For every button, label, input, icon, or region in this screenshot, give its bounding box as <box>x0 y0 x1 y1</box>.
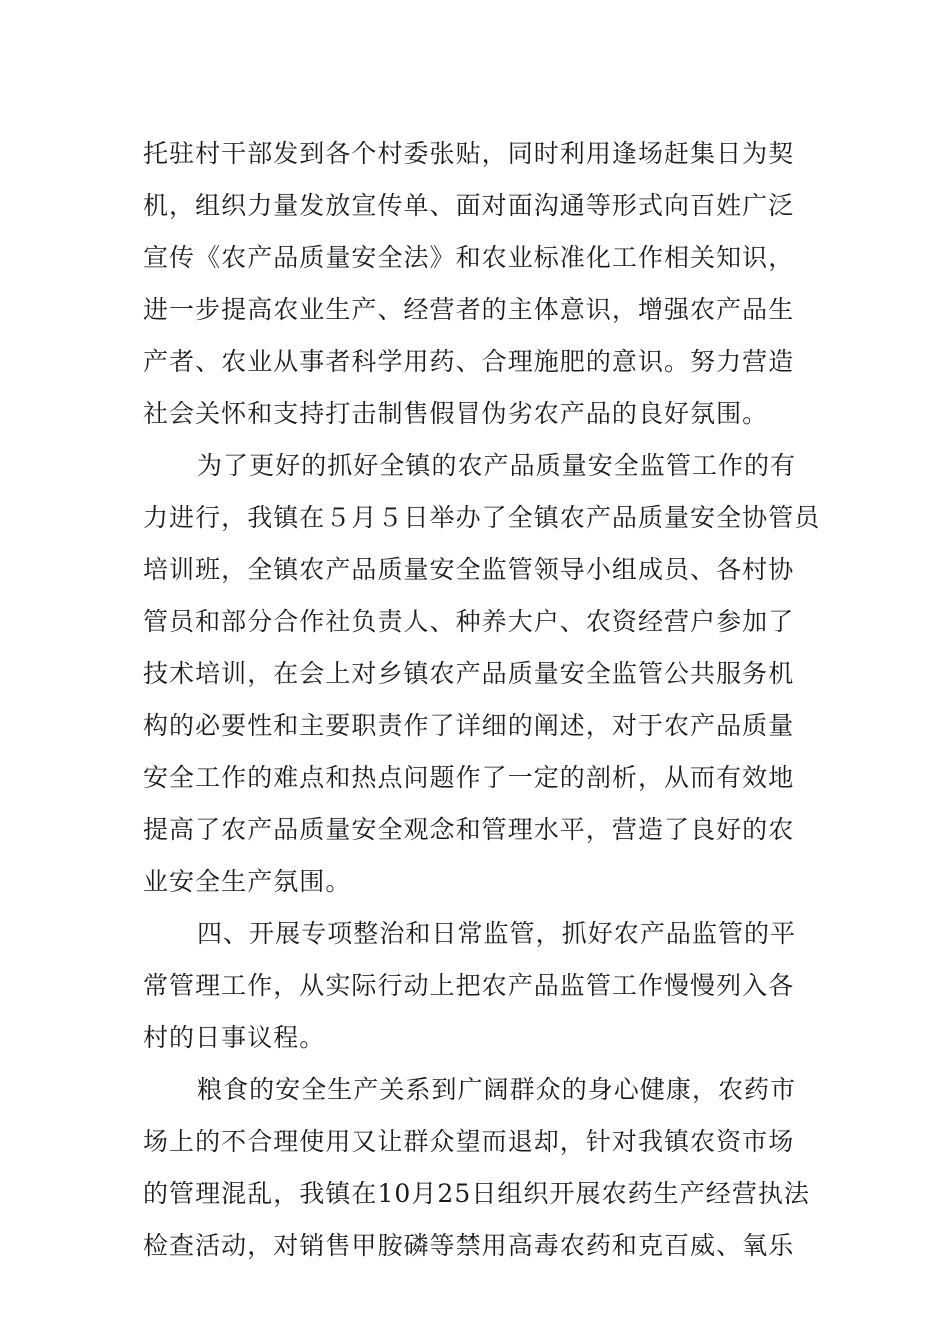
text-line: 常管理工作，从实际行动上把农产品监管工作慢慢列入各 <box>143 971 795 1000</box>
text-line: 检查活动，对销售甲胺磷等禁用高毒农药和克百威、氧乐 <box>143 1231 795 1260</box>
text-line: 力进行，我镇在５月５日举办了全镇农产品质量安全协管员 <box>143 503 821 532</box>
text-line: 技术培训，在会上对乡镇农产品质量安全监管公共服务机 <box>143 659 795 688</box>
text-line: 培训班，全镇农产品质量安全监管领导小组成员、各村协 <box>143 555 795 584</box>
text-line: 提高了农产品质量安全观念和管理水平，营造了良好的农 <box>143 815 795 844</box>
text-line: 构的必要性和主要职责作了详细的阐述，对于农产品质量 <box>143 711 795 740</box>
text-line: 业安全生产氛围。 <box>143 867 352 896</box>
text-line: 社会关怀和支持打击制售假冒伪劣农产品的良好氛围。 <box>143 399 769 428</box>
text-line: 为了更好的抓好全镇的农产品质量安全监管工作的有 <box>197 451 797 480</box>
text-line: 机，组织力量发放宣传单、面对面沟通等形式向百姓广泛 <box>143 191 795 220</box>
text-line: 安全工作的难点和热点问题作了一定的剖析，从而有效地 <box>143 763 795 792</box>
text-line: 场上的不合理使用又让群众望而退却，针对我镇农资市场 <box>143 1127 795 1156</box>
document-body <box>143 128 821 1272</box>
text-line: 宣传《农产品质量安全法》和农业标准化工作相关知识， <box>143 243 795 272</box>
text-line: 托驻村干部发到各个村委张贴，同时利用逢场赶集日为契 <box>143 139 795 168</box>
text-line: 村的日事议程。 <box>143 1023 326 1052</box>
text-line: 进一步提高农业生产、经营者的主体意识，增强农产品生 <box>143 295 795 324</box>
text-line: 管员和部分合作社负责人、种养大户、农资经营户参加了 <box>143 607 795 636</box>
text-line: 粮食的安全生产关系到广阔群众的身心健康，农药市 <box>197 1075 797 1104</box>
text-line: 四、开展专项整治和日常监管，抓好农产品监管的平 <box>197 919 797 948</box>
text-line: 产者、农业从事者科学用药、合理施肥的意识。努力营造 <box>143 347 795 376</box>
text-line: 的管理混乱，我镇在10月25日组织开展农药生产经营执法 <box>143 1179 810 1208</box>
